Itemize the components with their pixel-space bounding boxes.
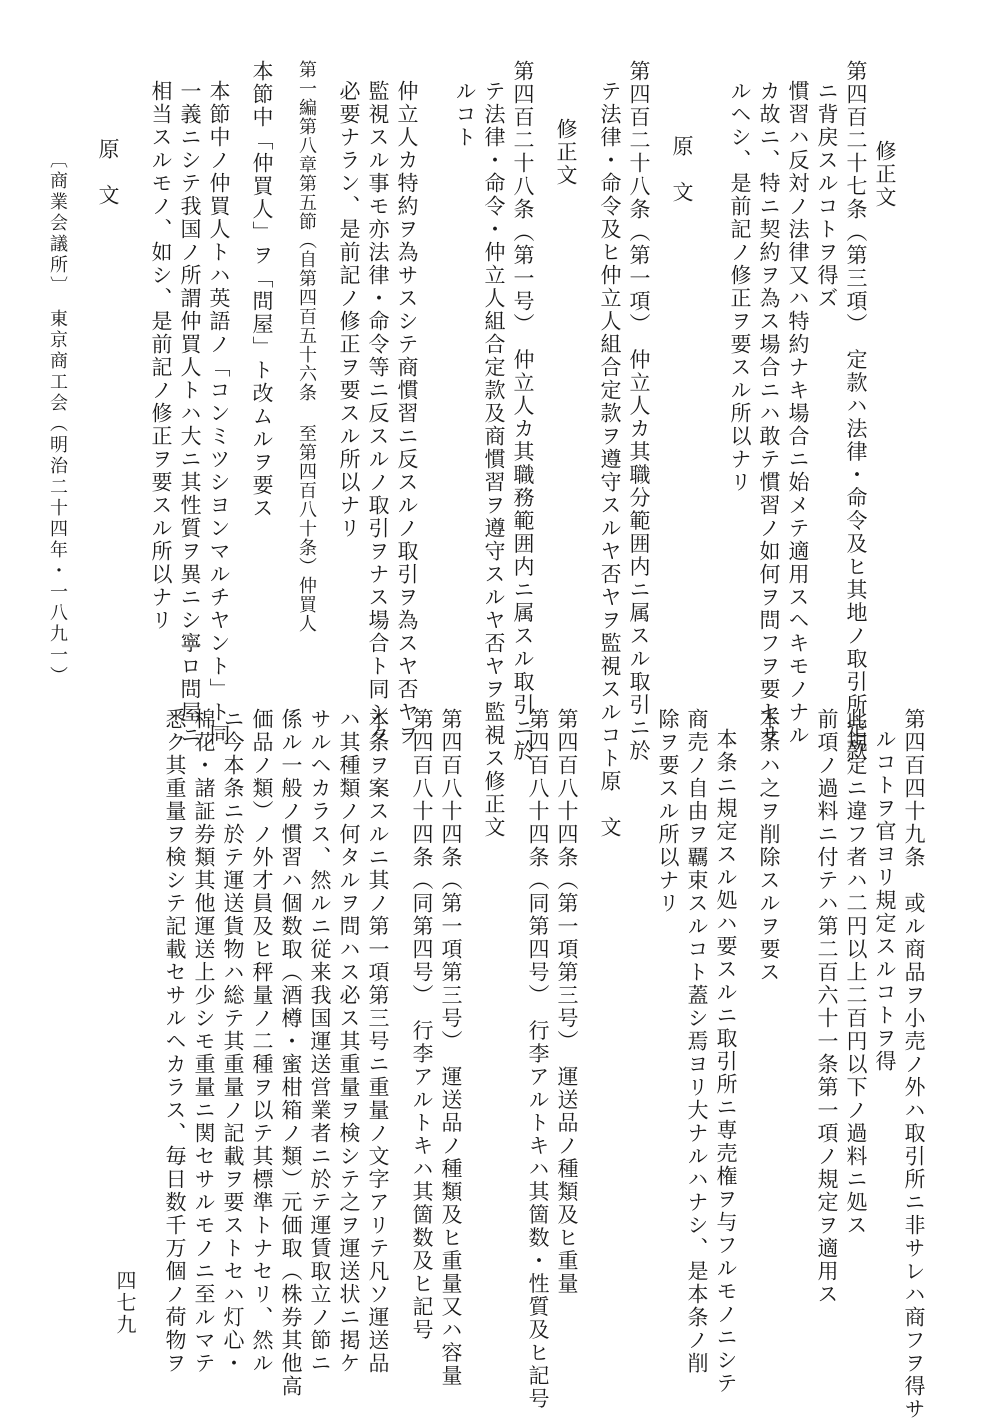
- top-col-11: 第四百二十八条（第一号） 仲立人カ其職務範囲内ニ属スル取引ニ於: [511, 60, 535, 763]
- bottom-col-18: 係ル一般ノ慣習ハ個数取（酒樽・蜜柑箱ノ類）元価取（株券其他高: [279, 708, 303, 1398]
- bottom-col-12: 修正文: [482, 770, 506, 839]
- source-footer: 〔商業会議所〕 東京商工会（明治二十四年・一八九一）: [47, 150, 68, 687]
- top-col-10: 修正文: [554, 118, 578, 187]
- top-col-17: 第一編第八章第五節（自第四百五十六条 至第四百八十条）仲買人: [296, 60, 317, 633]
- top-col-1: 修正文: [873, 140, 897, 209]
- top-col-12: テ法律・命令・仲立人組合定款及商慣習ヲ遵守スルヤ否ヤヲ監視ス: [482, 80, 506, 770]
- bottom-col-22: 悉ク其重量ヲ検シテ記載セサルヘカラス、毎日数千万個ノ荷物ヲ: [163, 708, 187, 1375]
- top-col-3: ニ背戻スルコトヲ得ズ: [815, 80, 839, 310]
- top-col-6: ルヘシ、是前記ノ修正ヲ要スル所以ナリ: [728, 80, 752, 494]
- bottom-col-3: 此規定ニ違フ者ハ二円以上二百円以下ノ過料ニ処ス: [844, 708, 868, 1237]
- top-col-21: 相当スルモノ、如シ、是前記ノ修正ヲ要スル所以ナリ: [149, 80, 173, 632]
- top-col-16: 必要ナラン、是前記ノ修正ヲ要スル所以ナリ: [337, 80, 361, 540]
- bottom-col-10: 第四百八十四条（第一項第三号） 運送品ノ種類及ヒ重量: [555, 708, 579, 1296]
- top-col-8: 第四百二十八条（第一項） 仲立人カ其職分範囲内ニ属スル取引ニ於: [627, 60, 651, 763]
- top-col-5: カ故ニ、特ニ契約ヲ為ス場合ニハ敢テ慣習ノ如何ヲ問フヲ要セサ: [757, 80, 781, 747]
- bottom-col-13: 第四百八十四条（第一項第三号） 運送品ノ種類及ヒ重量又ハ容量: [439, 708, 463, 1388]
- bottom-col-4: 前項ノ過料ニ付テハ第二百六十一条第一項ノ規定ヲ適用ス: [815, 708, 839, 1306]
- page-number: 四七九: [113, 1270, 137, 1336]
- bottom-col-7: 商売ノ自由ヲ覊束スルコト蓋シ焉ヨリ大ナルハナシ、是本条ノ削: [685, 708, 709, 1375]
- top-col-9: テ法律・命令及ヒ仲立人組合定款ヲ遵守スルヤ否ヤヲ監視スルコト: [598, 80, 622, 770]
- top-col-20: 一義ニシテ我国ノ所謂仲買人トハ大ニ其性質ヲ異ニシ寧ロ問屋ニ: [178, 80, 202, 747]
- bottom-col-19: 価品ノ類）ノ外才員及ヒ秤量ノ二種ヲ以テ其標準トナセリ、然ル: [250, 708, 274, 1375]
- top-col-4: 慣習ハ反対ノ法律又ハ特約ナキ場合ニ始メテ適用スヘキモノナル: [786, 80, 810, 747]
- top-col-22: 原 文: [96, 138, 120, 207]
- bottom-col-21: 棉花・諸証券類其他運送上少シモ重量ニ関セサルモノニ至ルマテ: [192, 708, 216, 1375]
- bottom-col-6: 本条ニ規定スル処ハ要スルニ取引所ニ専売権ヲ与フルモノニシテ: [714, 728, 738, 1395]
- bottom-col-16: ハ其種類ノ何タルヲ問ハス必ス其重量ヲ検シテ之ヲ運送状ニ掲ケ: [337, 708, 361, 1375]
- bottom-col-20: ニ今本条ニ於テ運送貨物ハ総テ其重量ノ記載ヲ要ストセハ灯心・: [221, 708, 245, 1375]
- top-col-19: 本節中ノ仲買人トハ英語ノ「コンミツシヨンマルチヤント」ト同: [207, 80, 231, 747]
- bottom-col-5: 本条ハ之ヲ削除スルヲ要ス: [757, 708, 781, 984]
- bottom-col-1: 第四百四十九条 或ル商品ヲ小売ノ外ハ取引所ニ非サレハ商フヲ得サ: [902, 708, 926, 1421]
- bottom-col-9: 原 文: [598, 770, 622, 839]
- bottom-col-2: ルコトヲ官ヨリ規定スルコトヲ得: [873, 728, 897, 1073]
- top-col-2: 第四百二十七条（第三項） 定款ハ法律・命令及ヒ其地ノ取引所定款: [844, 60, 868, 763]
- bottom-col-15: 本条ヲ案スルニ其ノ第一項第三号ニ重量ノ文字アリテ凡ソ運送品: [366, 708, 390, 1375]
- top-col-7: 原 文: [670, 135, 694, 204]
- bottom-col-17: サルヘカラス、然ルニ従来我国運送営業者ニ於テ運賃取立ノ節ニ: [308, 708, 332, 1375]
- top-col-14: 仲立人カ特約ヲ為サスシテ商慣習ニ反スルノ取引ヲ為スヤ否ヤヲ: [395, 80, 419, 747]
- bottom-col-14: 第四百八十四条（同第四号） 行李アルトキハ其箇数及ヒ記号: [410, 708, 434, 1342]
- top-col-15: 監視スル事モ亦法律・命令等ニ反スルノ取引ヲナス場合ト同シク: [366, 80, 390, 747]
- bottom-col-8: 除ヲ要スル所以ナリ: [656, 708, 680, 915]
- top-col-18: 本節中「仲買人」ヲ「問屋」ト改ムルヲ要ス: [250, 60, 274, 520]
- bottom-col-11: 第四百八十四条（同第四号） 行李アルトキハ其箇数・性質及ヒ記号: [526, 708, 550, 1411]
- top-col-13: ルコト: [453, 80, 477, 149]
